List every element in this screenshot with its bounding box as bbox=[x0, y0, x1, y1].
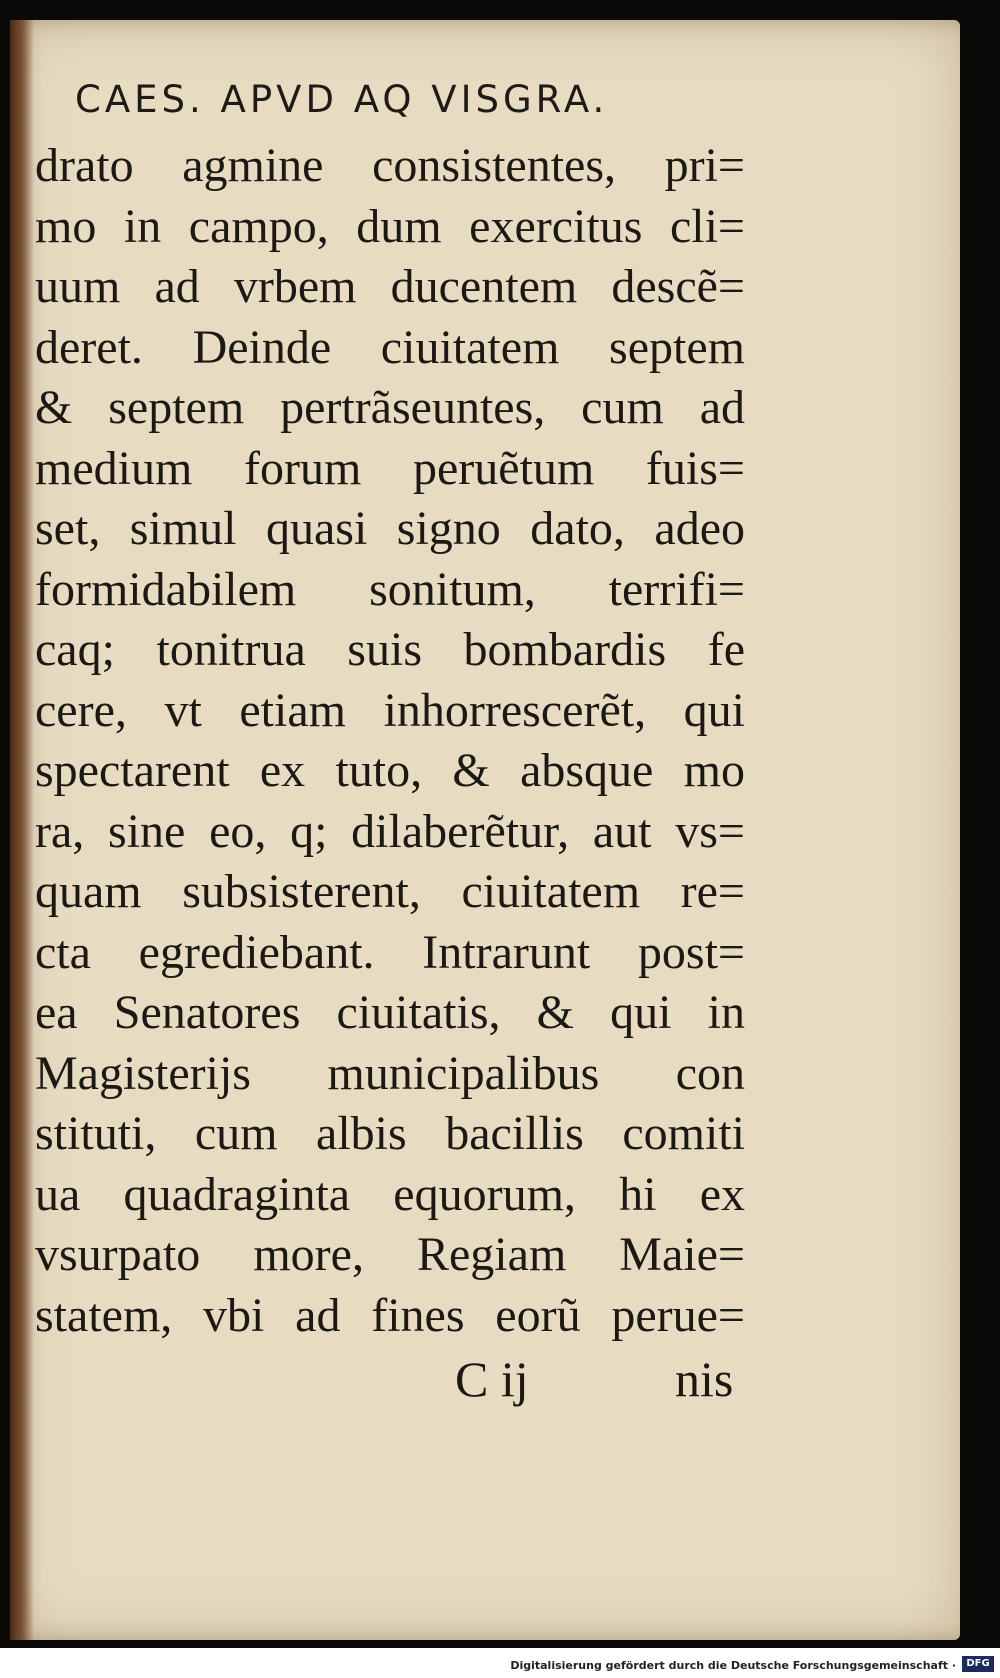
text-line: vsurpato more, Regiam Maie= bbox=[35, 1228, 745, 1281]
text-line: deret. Deinde ciuitatem septem bbox=[35, 320, 745, 374]
text-line: caq; tonitrua suis bombardis fe bbox=[35, 623, 745, 676]
text-line: cere, vt etiam inhorrescerẽt, qui bbox=[35, 683, 745, 737]
signature-mark: C ij bbox=[455, 1351, 529, 1407]
text-line: set, simul quasi signo dato, adeo bbox=[35, 502, 745, 555]
text-line: Magisterijs municipalibus con bbox=[35, 1046, 745, 1100]
book-gutter bbox=[10, 20, 34, 1640]
text-block bbox=[35, 136, 745, 1346]
text-line: statem, vbi ad fines eorũ perue= bbox=[35, 1288, 745, 1342]
text-line: quam subsisterent, ciuitatem re= bbox=[35, 865, 745, 918]
running-head: CAES. APVD AQ VISGRA. bbox=[75, 78, 609, 121]
text-line: spectarent ex tuto, & absque mo bbox=[35, 744, 745, 797]
catchword: nis bbox=[675, 1351, 734, 1407]
dfg-logo: DFG bbox=[962, 1656, 994, 1672]
text-line: uum ad vrbem ducentem descẽ= bbox=[35, 260, 745, 313]
text-line: drato agmine consistentes, pri= bbox=[35, 139, 745, 192]
text-line: stituti, cum albis bacillis comiti bbox=[35, 1107, 745, 1160]
text-line: cta egrediebant. Intrarunt post= bbox=[35, 925, 745, 979]
text-line: & septem pertrãseuntes, cum ad bbox=[35, 381, 745, 434]
text-line: mo in campo, dum exercitus cli= bbox=[35, 199, 745, 253]
footer-bar bbox=[0, 1648, 1000, 1678]
text-line: medium forum peruẽtum fuis= bbox=[35, 441, 745, 495]
book-page bbox=[10, 20, 960, 1640]
text-line: ea Senatores ciuitatis, & qui in bbox=[35, 986, 745, 1039]
text-line: ra, sine eo, q; dilaberẽtur, aut vs= bbox=[35, 804, 745, 858]
text-line: formidabilem sonitum, terrifi= bbox=[35, 562, 745, 616]
text-line: ua quadraginta equorum, hi ex bbox=[35, 1167, 745, 1221]
footer-credit: Digitalisierung gefördert durch die Deutsche Forschungsgemeinschaft · bbox=[510, 1659, 956, 1672]
